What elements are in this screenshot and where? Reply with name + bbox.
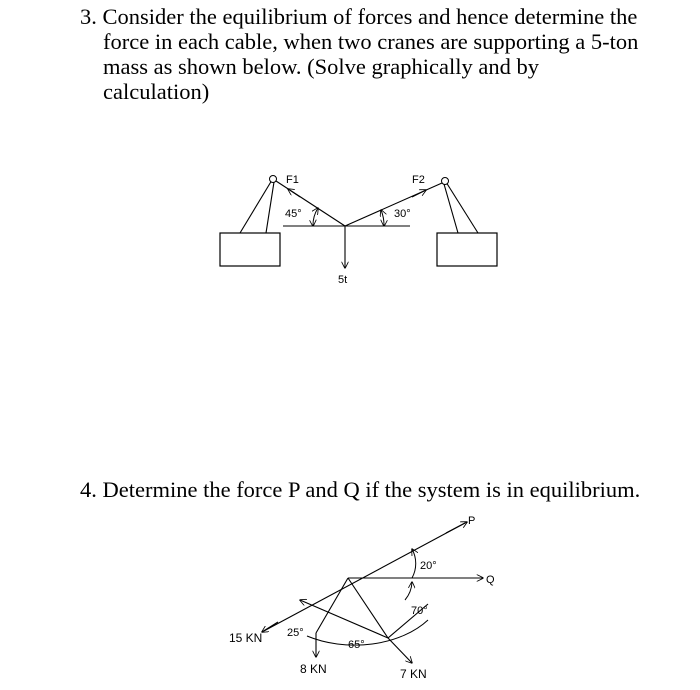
force-7kn-label: 7 KN [400, 667, 427, 681]
angle-45-label: 45° [285, 208, 302, 220]
angle-70-label: 70° [411, 605, 428, 617]
angle-arc-20 [412, 549, 416, 578]
question-3-line-4: calculation) [103, 79, 210, 104]
angle-65-label: 65° [348, 639, 365, 651]
force-15kn-arrow [262, 622, 278, 632]
angle-30-label: 30° [394, 208, 411, 220]
force-system-figure [229, 515, 495, 681]
q-label: Q [486, 574, 495, 586]
load-5t-label: 5t [338, 274, 348, 286]
member-left [316, 578, 348, 633]
question-3-line-3: mass as shown below. (Solve graphically and by [103, 54, 539, 79]
force-7kn-arrow [388, 638, 412, 663]
question-4: 4. Determine the force P and Q if the system is in equilibrium. [80, 477, 641, 502]
left-crane-jib-inner [266, 182, 274, 233]
angle-25-label: 25° [287, 627, 304, 639]
question-3-text-1: Consider the equilibrium of forces and hence determine the [102, 4, 638, 29]
right-crane-jib-inner [444, 184, 458, 233]
left-crane-base [220, 233, 280, 266]
f2-label: F2 [412, 174, 425, 186]
p-arrow [446, 522, 467, 533]
f1-arrow [288, 189, 300, 197]
question-3-line-2: force in each cable, when two cranes are supporting a 5-ton [103, 29, 639, 54]
right-crane-base [437, 233, 497, 266]
angle-arc-65 [307, 620, 428, 645]
question-3-number: 3. [80, 4, 97, 29]
angle-arc-right [381, 210, 384, 226]
f2-arrow [412, 190, 426, 197]
right-crane-pulley [442, 178, 449, 185]
p-label: P [468, 515, 476, 527]
angle-arc-70 [405, 582, 412, 600]
force-8kn-label: 8 KN [300, 662, 327, 676]
angle-arc-left [313, 208, 318, 226]
f1-label: F1 [286, 174, 299, 186]
left-crane-pulley [270, 176, 277, 183]
force-15kn-label: 15 KN [229, 631, 263, 645]
angle-20-label: 20° [420, 560, 437, 572]
